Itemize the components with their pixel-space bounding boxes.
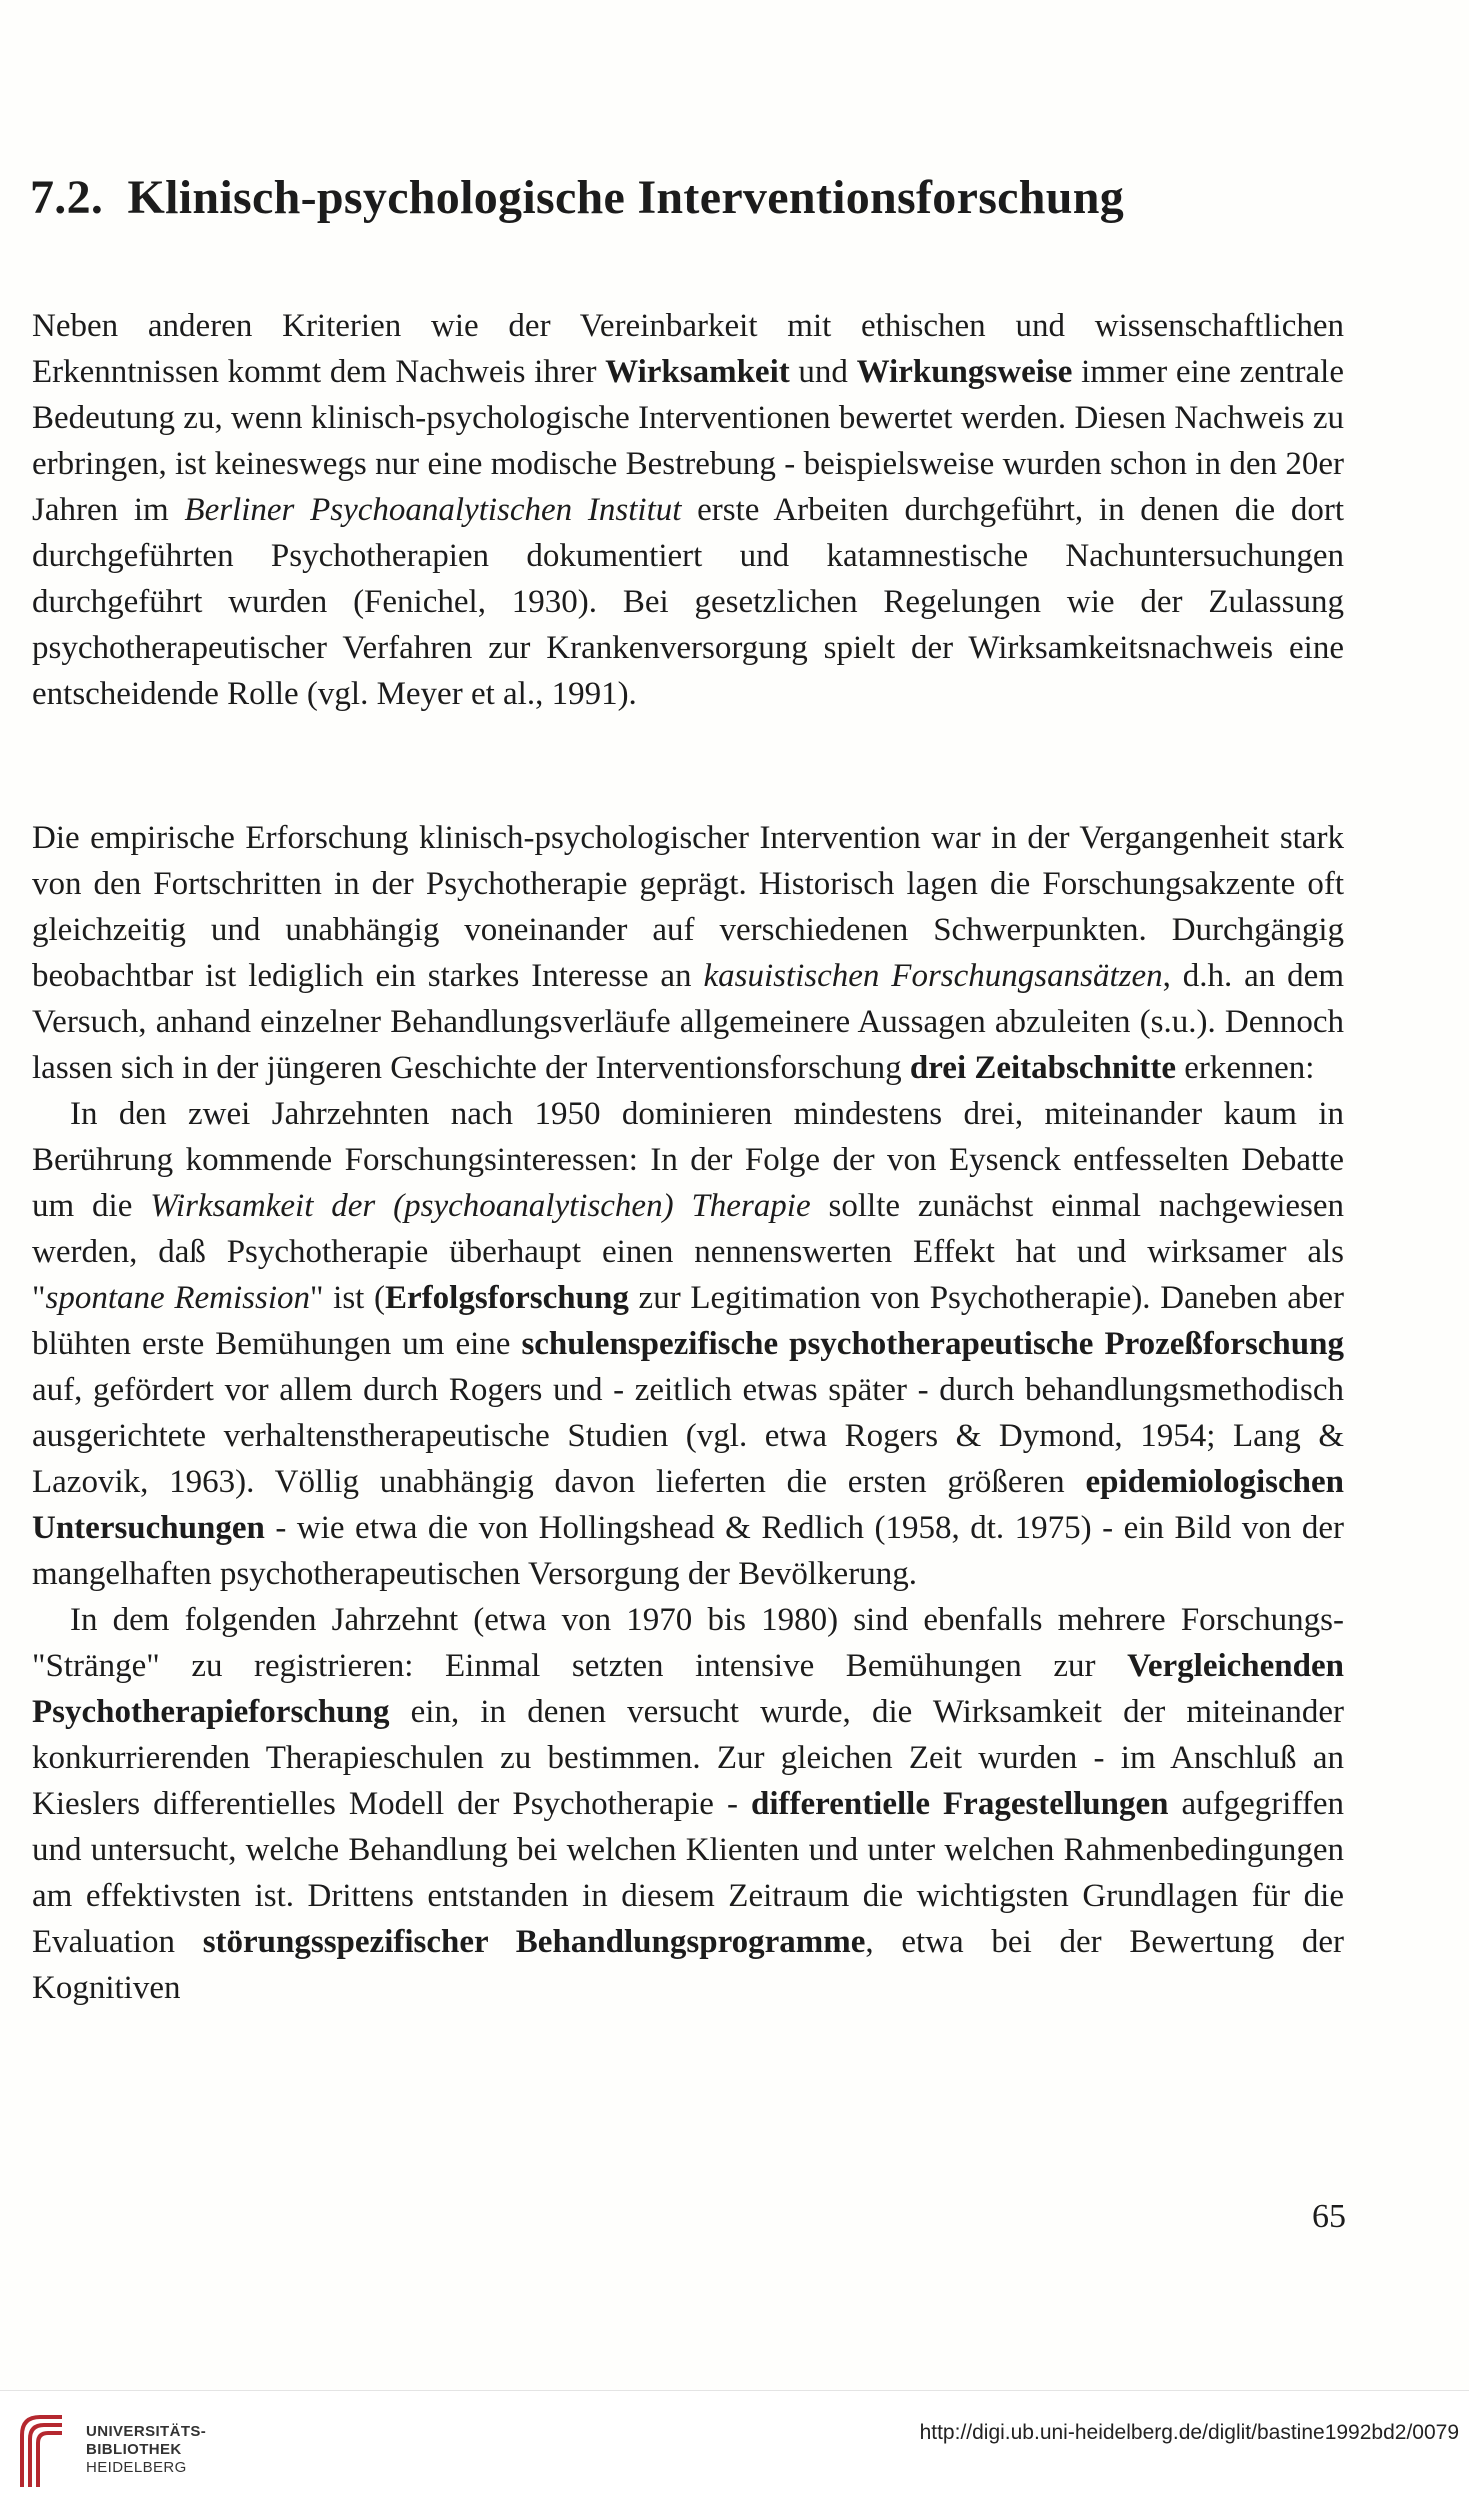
library-name <box>86 2423 206 2477</box>
library-name-line1: UNIVERSITÄTS- <box>86 2423 207 2440</box>
text-run: In den zwei Jahrzehnten nach 1950 dominieren mindestens drei, miteinander kaum in Berührung kommende Forschungsinteressen: In der Folge der von Eysenck entfesselten Debatte um die <box>32 1096 1344 1224</box>
bold-term: Erfolgsforschung <box>385 1280 629 1316</box>
text-run: , d.h. an dem Versuch, anhand einzelner Behandlungsverläufe allgemeinere Aussagen abzuleiten (s.u.). Dennoch lassen sich in der jüngeren Geschichte der Interventionsforschung <box>32 958 1344 1086</box>
text-run: erste Arbeiten durchgeführt, in denen die dort durchgeführten Psychotherapien dokumentiert und katamnestische Nachuntersuchungen durchgeführt wurden (Fenichel, 1930). Bei gesetzlichen Regelungen wie der Zulassung psychotherapeutischer Verfahren zur Krankenversorgung spielt der Wirksamkeitsnachweis eine entscheidende Rolle (vgl. Meyer et al., 1991). <box>32 492 1345 712</box>
page-number: 65 <box>1312 2198 1346 2235</box>
library-name-line2: BIBLIOTHEK <box>86 2441 182 2458</box>
text-run: , etwa bei der Bewertung der Kognitiven <box>32 1924 1344 2006</box>
bold-term: drei Zeitabschnitte <box>909 1050 1177 1086</box>
italic-term: Wirksamkeit der (psychoanalytischen) Therapie <box>150 1188 811 1224</box>
text-run: erkennen: <box>1176 1050 1315 1086</box>
italic-term: spontane Remission <box>45 1280 310 1316</box>
bold-term: epidemiologischen Untersuchungen <box>32 1464 1344 1546</box>
text-run: - wie etwa die von Hollingshead & Redlich (1958, dt. 1975) - ein Bild von der mangelhaften psychotherapeutischen Versorgung der Bevölkerung. <box>32 1510 1344 1592</box>
bold-term: Vergleichenden Psychotherapieforschung <box>32 1648 1344 1730</box>
section-title: Klinisch-psychologische Interventionsforschung <box>127 171 1125 224</box>
bold-term: Wirksamkeit <box>605 354 790 390</box>
library-logo-icon <box>16 2409 68 2489</box>
text-run: sollte zunächst einmal nachgewiesen werden, daß Psychotherapie überhaupt einen nennenswerten Effekt hat und wirksamer als " <box>32 1188 1345 1316</box>
text-run: und <box>789 354 857 390</box>
text-run: auf, gefördert vor allem durch Rogers und - zeitlich etwas später - durch behandlungsmethodisch ausgerichtete verhaltenstherapeutische Studien (vgl. etwa Rogers & Dymond, 1954; Lang & Lazovik, 1963). Völlig unabhängig davon lieferten die ersten größeren <box>32 1372 1344 1500</box>
paragraph-2 <box>32 815 1344 2011</box>
bold-term: schulenspezifische psychotherapeutische Prozeßforschung <box>521 1326 1344 1362</box>
text-run: zur Legitimation von Psychotherapie). Daneben aber blühten erste Bemühungen um eine <box>32 1280 1344 1362</box>
text-run: ein, in denen versucht wurde, die Wirksamkeit der miteinander konkurrierenden Therapieschulen zu bestimmen. Zur gleichen Zeit wurden - im Anschluß an Kieslers differentielles Modell der Psychotherapie - <box>32 1694 1344 1822</box>
bold-term: differentielle Fragestellungen <box>751 1786 1169 1822</box>
library-name-line3: HEIDELBERG <box>86 2459 187 2476</box>
footer-bar <box>0 2390 1469 2501</box>
section-heading <box>30 170 1350 225</box>
paragraph-1 <box>32 303 1344 717</box>
text-run: aufgegriffen und untersucht, welche Behandlung bei welchen Klienten und unter welchen Rahmenbedingungen am effektivsten ist. Drittens entstanden in diesem Zeitraum die wichtigsten Grundlagen für die Evaluation <box>32 1786 1344 1960</box>
text-run: Die empirische Erforschung klinisch-psychologischer Intervention war in der Vergangenheit stark von den Fortschritten in der Psychotherapie geprägt. Historisch lagen die Forschungsakzente oft gleichzeitig und unabhängig voneinander auf verschiedenen Schwerpunkten. Durchgängig beobachtbar ist lediglich ein starkes Interesse an <box>32 820 1344 994</box>
text-run: " ist ( <box>310 1280 386 1316</box>
italic-term: kasuistischen Forschungsansätzen <box>703 958 1163 994</box>
source-url-link[interactable]: http://digi.ub.uni-heidelberg.de/diglit/bastine1992bd2/0079 <box>919 2421 1459 2444</box>
italic-term: Berliner Psychoanalytischen Institut <box>184 492 682 528</box>
text-run: immer eine zentrale Bedeutung zu, wenn klinisch-psychologische Interventionen bewertet werden. Diesen Nachweis zu erbringen, ist keineswegs nur eine modische Bestrebung - beispielsweise wurden schon in den 20er Jahren im <box>32 354 1344 528</box>
bold-term: Wirkungsweise <box>856 354 1073 390</box>
text-run: Neben anderen Kriterien wie der Vereinbarkeit mit ethischen und wissenschaftlichen Erkenntnissen kommt dem Nachweis ihrer <box>32 308 1344 390</box>
section-number: 7.2. <box>30 171 104 224</box>
bold-term: störungsspezifischer Behandlungsprogramme <box>202 1924 866 1960</box>
text-run: In dem folgenden Jahrzehnt (etwa von 1970 bis 1980) sind ebenfalls mehrere Forschungs-"Stränge" zu registrieren: Einmal setzten intensive Bemühungen zur <box>32 1602 1344 1684</box>
